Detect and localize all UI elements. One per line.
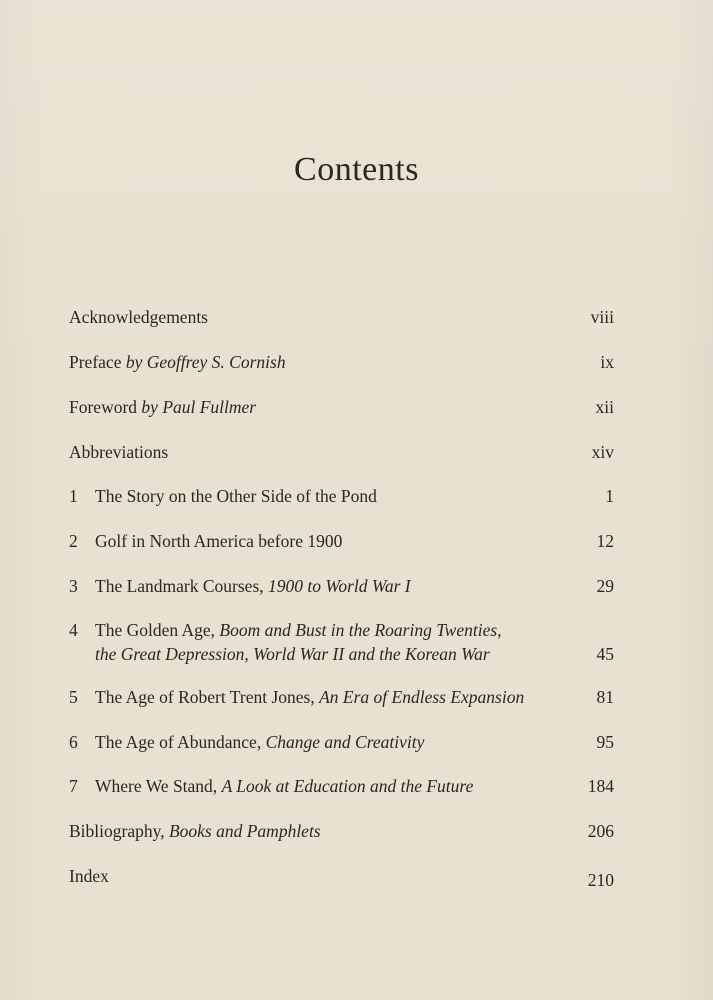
toc-entry-chapter-3	[69, 574, 614, 598]
toc-entry-label: Index	[69, 866, 109, 886]
toc-page-number: 210	[587, 870, 614, 890]
toc-entry-subtitle: A Look at Education and the Future	[221, 776, 474, 796]
toc-entry-label: Acknowledgements	[69, 307, 208, 327]
toc-entry-label: Bibliography, Books and Pamphlets	[69, 821, 321, 841]
toc-entry-index	[69, 864, 614, 888]
toc-entry-chapter-4	[69, 618, 614, 666]
toc-entry-preface	[69, 350, 614, 374]
toc-entry-chapter-1	[69, 484, 614, 508]
chapter-number: 4	[69, 620, 78, 640]
toc-entry-label: The Golden Age, Boom and Bust in the Roaring Twenties, the Great Depression, World War II and the Korean War	[69, 618, 614, 666]
toc-page-number: ix	[600, 352, 614, 372]
toc-page-number: xiv	[591, 442, 614, 462]
toc-entry-chapter-5	[69, 685, 614, 709]
toc-entry-abbreviations	[69, 440, 614, 464]
toc-page-number: 45	[596, 644, 614, 664]
toc-entry-subtitle: 1900 to World War I	[268, 576, 411, 596]
chapter-number: 3	[69, 576, 78, 596]
toc-entry-foreword	[69, 395, 614, 419]
toc-entry-label: Preface by Geoffrey S. Cornish	[69, 352, 286, 372]
chapter-number: 1	[69, 486, 78, 506]
toc-page-number: xii	[595, 397, 614, 417]
page-title: Contents	[294, 151, 419, 188]
toc-entry-label: Golf in North America before 1900	[95, 531, 343, 551]
toc-entry-chapter-7	[69, 774, 614, 798]
toc-page-number: 95	[596, 732, 614, 752]
toc-entry-subtitle: by Geoffrey S. Cornish	[125, 352, 286, 372]
toc-entry-subtitle: An Era of Endless Expansion	[319, 687, 525, 707]
toc-entry-label: The Age of Robert Trent Jones, An Era of Endless Expansion	[95, 687, 525, 707]
toc-page-number: 29	[596, 576, 614, 596]
toc-entry-subtitle: Change and Creativity	[265, 732, 425, 752]
chapter-number: 2	[69, 531, 78, 551]
toc-entry-subtitle-line-2: the Great Depression, World War II and the Korean War	[95, 644, 490, 664]
toc-entry-subtitle: Books and Pamphlets	[168, 821, 321, 841]
chapter-number: 6	[69, 732, 78, 752]
toc-page-number: 1	[605, 486, 614, 506]
toc-entry-chapter-6	[69, 730, 614, 754]
toc-entry-acknowledgements	[69, 305, 614, 329]
toc-page-number: 184	[587, 776, 614, 796]
toc-entry-label: The Age of Abundance, Change and Creativity	[95, 732, 425, 752]
chapter-number: 7	[69, 776, 78, 796]
toc-entry-label: The Story on the Other Side of the Pond	[95, 486, 377, 506]
toc-entry-chapter-2	[69, 529, 614, 553]
toc-entry-label: Abbreviations	[69, 442, 169, 462]
toc-page-number: 206	[587, 821, 614, 841]
toc-entry-label: Where We Stand, A Look at Education and the Future	[95, 776, 474, 796]
chapter-number: 5	[69, 687, 78, 707]
toc-page-number: 12	[596, 531, 614, 551]
toc-entry-subtitle: Boom and Bust in the Roaring Twenties,	[219, 620, 502, 640]
toc-entry-bibliography	[69, 819, 614, 843]
toc-page-number: 81	[596, 687, 614, 707]
toc-entry-label: The Landmark Courses, 1900 to World War I	[95, 576, 411, 596]
toc-entry-subtitle: by Paul Fullmer	[141, 397, 257, 417]
toc-page-number: viii	[590, 307, 614, 327]
toc-entry-label: Foreword by Paul Fullmer	[69, 397, 257, 417]
